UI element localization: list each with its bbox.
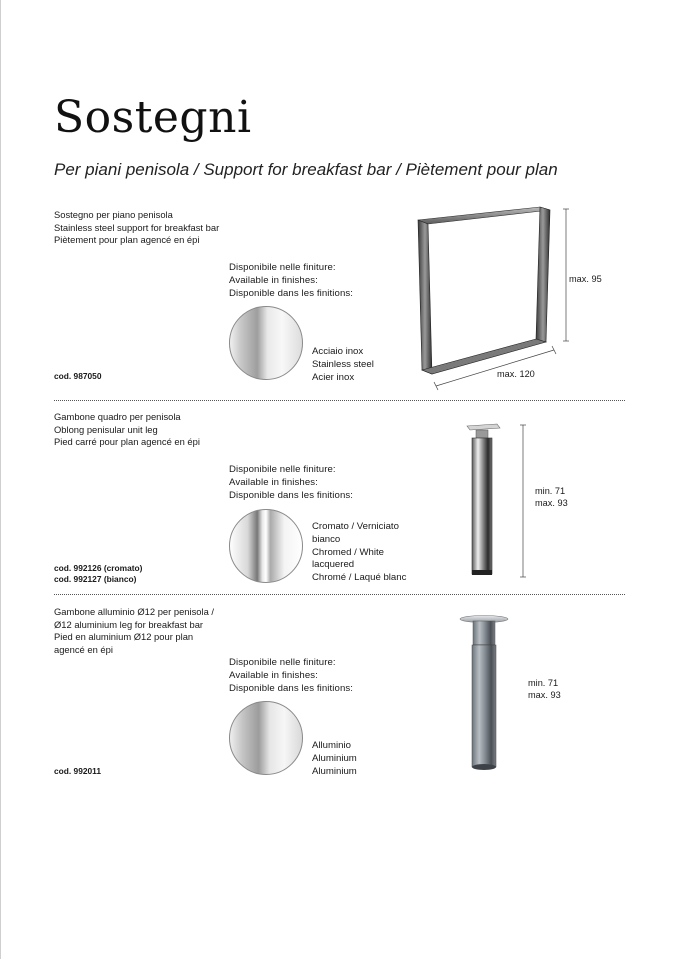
finish-swatch-aluminium	[228, 700, 304, 776]
finishes-heading-en: Available in finishes:	[229, 669, 318, 681]
finishes-heading-fr: Disponible dans les finitions:	[229, 489, 354, 501]
product-code-line: cod. 992011	[54, 766, 102, 776]
description-line-it: Gambone quadro per penisola	[54, 411, 181, 422]
finish-label	[312, 740, 357, 778]
dimension-min-max	[528, 678, 561, 701]
finish-label-fr: Aluminium	[312, 765, 357, 777]
description-line: Ø12 aluminium leg for breakfast bar	[54, 618, 204, 630]
description-line: Gambone alluminio Ø12 per penisola /	[54, 606, 214, 617]
product-code-line: cod. 987050	[54, 371, 102, 381]
finish-label-en: Aluminium	[312, 752, 357, 764]
aluminium-leg-image	[456, 612, 512, 774]
finish-label-fr: Acier inox	[312, 371, 355, 383]
dimension-height: max. 95	[569, 274, 602, 284]
finish-label-line: Cromato / Verniciato	[312, 521, 399, 532]
description-line: agencé en épi	[54, 643, 113, 655]
finish-label-line: Chromé / Laqué blanc	[312, 572, 407, 584]
finish-label-line: bianco	[312, 533, 341, 545]
finish-label-it: Alluminio	[312, 740, 351, 751]
dimension-min: min. 71	[528, 678, 559, 688]
finish-label-it: Acciaio inox	[312, 346, 364, 357]
description-line-it: Sostegno per piano penisola	[54, 209, 173, 220]
finishes-heading	[229, 657, 353, 695]
dimension-max: max. 93	[528, 689, 561, 700]
dimension-max: max. 93	[535, 497, 568, 508]
product-code	[54, 766, 101, 777]
product-description	[54, 606, 214, 656]
page-subtitle: Per piani penisola / Support for breakfast bar / Piètement pour plan	[54, 160, 558, 179]
finish-label-en: Stainless steel	[312, 358, 374, 370]
description-line: Pied en aluminium Ø12 pour plan	[54, 631, 194, 642]
finishes-heading-en: Available in finishes:	[229, 274, 318, 286]
product-code-white: cod. 992127 (bianco)	[54, 574, 137, 584]
finishes-heading-it: Disponibile nelle finiture:	[229, 262, 336, 273]
dimension-min: min. 71	[535, 486, 566, 496]
description-line-en: Stainless steel support for breakfast bar	[54, 221, 220, 233]
description-line-en: Oblong penisular unit leg	[54, 423, 158, 435]
finishes-heading-fr: Disponible dans les finitions:	[229, 287, 354, 299]
dimension-width: max. 120	[497, 369, 535, 379]
description-line-fr: Piètement pour plan agencé en épi	[54, 234, 200, 245]
finishes-heading-en: Available in finishes:	[229, 476, 318, 488]
product-code-chromed: cod. 992126 (cromato)	[54, 563, 143, 573]
finish-label-line: lacquered	[312, 559, 355, 571]
finishes-heading-it: Disponibile nelle finiture:	[229, 657, 336, 668]
finish-label-line: Chromed / White	[312, 546, 384, 558]
finishes-heading-it: Disponibile nelle finiture:	[229, 464, 336, 475]
finishes-heading-fr: Disponible dans les finitions:	[229, 682, 354, 694]
page-title: Sostegni	[54, 92, 252, 143]
description-line-fr: Pied carré pour plan agencé en épi	[54, 436, 200, 447]
